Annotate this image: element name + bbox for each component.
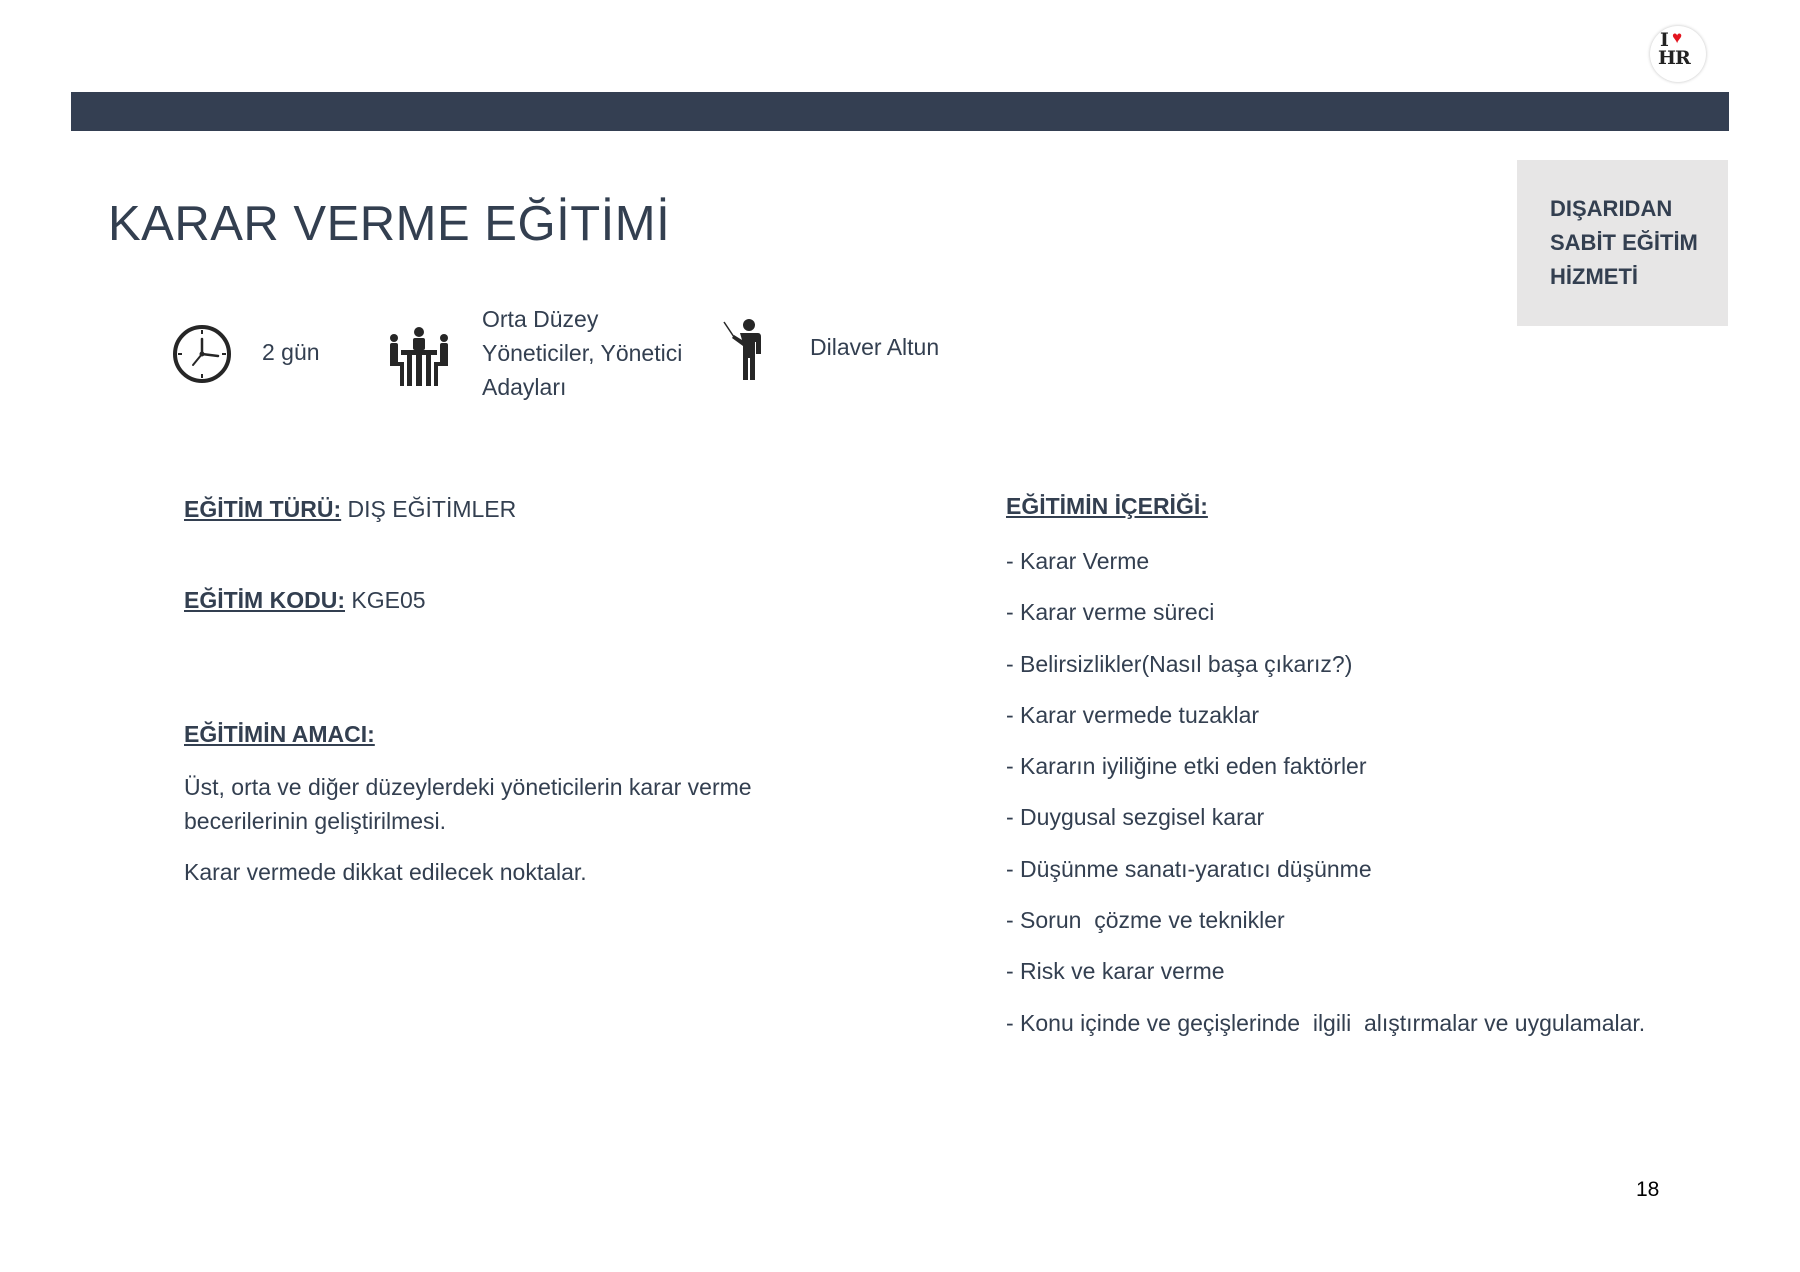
target-audience — [482, 302, 690, 404]
purpose-paragraph: Üst, orta ve diğer düzeylerdeki yöneticilerin karar verme becerilerinin geliştirilmesi. — [184, 774, 752, 834]
training-code — [184, 587, 426, 614]
page-number: 18 — [1636, 1178, 1660, 1201]
logo-letter-i: I — [1660, 29, 1669, 51]
logo-letters-hr: HR — [1658, 47, 1690, 69]
page-title: KARAR VERME EĞİTİMİ — [108, 197, 671, 251]
content-item: - Belirsizlikler(Nasıl başa çıkarız?) — [1006, 650, 1353, 677]
badge-line: DIŞARIDAN — [1550, 196, 1673, 221]
badge-line: SABİT EĞİTİM — [1550, 230, 1698, 255]
presenter-icon — [720, 318, 770, 382]
content-list — [1006, 544, 1645, 1057]
purpose-heading: EĞİTİMİN AMACI: — [184, 721, 375, 747]
content-item: - Karar verme süreci — [1006, 599, 1215, 626]
meeting-group-icon — [388, 326, 450, 388]
training-type — [184, 496, 516, 523]
badge-line: HİZMETİ — [1550, 264, 1638, 289]
purpose-text — [184, 770, 824, 906]
purpose-paragraph: Karar vermede dikkat edilecek noktalar. — [184, 859, 587, 885]
audience-line: Orta Düzey — [482, 306, 599, 332]
training-type-label: EĞİTİM TÜRÜ: — [184, 496, 342, 522]
training-code-value: KGE05 — [345, 587, 426, 613]
duration-text: 2 gün — [262, 339, 320, 365]
training-type-value: DIŞ EĞİTİMLER — [341, 496, 517, 522]
content-item: - Kararın iyiliğine etki eden faktörler — [1006, 753, 1367, 780]
content-item: - Konu içinde ve geçişlerinde ilgili alıştırmalar ve uygulamalar. — [1006, 1009, 1646, 1036]
i-love-hr-logo — [1650, 26, 1706, 82]
trainer-name: Dilaver Altun — [810, 334, 940, 360]
content-heading: EĞİTİMİN İÇERİĞİ: — [1006, 493, 1208, 519]
heart-icon: ♥ — [1672, 28, 1683, 47]
training-code-label: EĞİTİM KODU: — [184, 587, 345, 613]
clock-icon — [172, 324, 232, 384]
content-item: - Karar vermede tuzaklar — [1006, 701, 1260, 728]
content-item: - Risk ve karar verme — [1006, 958, 1225, 985]
content-item: - Duygusal sezgisel karar — [1006, 804, 1265, 831]
content-item: - Sorun çözme ve teknikler — [1006, 907, 1285, 934]
service-type-badge — [1517, 160, 1728, 326]
audience-line: Yöneticiler, Yönetici — [482, 340, 683, 366]
content-item: - Düşünme sanatı-yaratıcı düşünme — [1006, 855, 1372, 882]
header-band — [71, 92, 1729, 131]
content-item: - Karar Verme — [1006, 548, 1150, 574]
audience-line: Adayları — [482, 374, 567, 400]
